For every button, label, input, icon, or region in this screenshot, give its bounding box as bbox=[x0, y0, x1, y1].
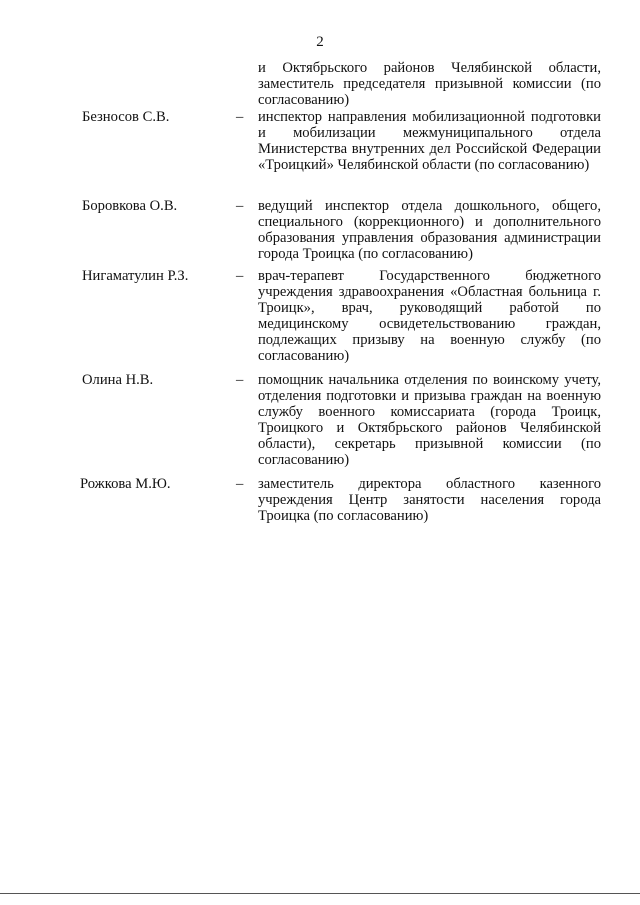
member-name: Боровкова О.В. bbox=[82, 198, 178, 214]
member-position: заместитель директора областного казенного учреждения Центр занятости населения города Троицка (по согласованию) bbox=[258, 476, 601, 524]
member-name: Безносов С.В. bbox=[82, 109, 170, 125]
member-name: Олина Н.В. bbox=[82, 372, 154, 388]
dash-separator: – bbox=[236, 198, 244, 214]
page-bottom-rule bbox=[0, 893, 640, 894]
page-number: 2 bbox=[316, 34, 324, 50]
continued-description: и Октябрьского районов Челябинской области, заместитель председателя призывной комиссии (по согласованию) bbox=[258, 60, 601, 108]
dash-separator: – bbox=[236, 268, 244, 284]
dash-separator: – bbox=[236, 109, 244, 125]
member-position: инспектор направления мобилизационной подготовки и мобилизации межмуниципального отдела Министерства внутренних дел Российской Федерации «Троицкий» Челябинской области (по согласованию) bbox=[258, 109, 601, 173]
member-position: врач-терапевт Государственного бюджетного учреждения здравоохранения «Областная больница г. Троицк», врач, руководящий работой по медицинскому освидетельствованию граждан, подлежащих призыву на военную службу (по согласованию) bbox=[258, 268, 601, 364]
member-position: ведущий инспектор отдела дошкольного, общего, специального (коррекционного) и дополнительного образования управления образования администрации города Троицка (по согласованию) bbox=[258, 198, 601, 262]
member-name: Нигаматулин Р.З. bbox=[82, 268, 189, 284]
dash-separator: – bbox=[236, 372, 244, 388]
dash-separator: – bbox=[236, 476, 244, 492]
member-name: Рожкова М.Ю. bbox=[80, 476, 171, 492]
member-position: помощник начальника отделения по воинскому учету, отделения подготовки и призыва граждан на военную службу военного комиссариата (города Троицк, Троицкого и Октябрьского районов Челябинской области), секретарь призывной комиссии (по согласованию) bbox=[258, 372, 601, 468]
